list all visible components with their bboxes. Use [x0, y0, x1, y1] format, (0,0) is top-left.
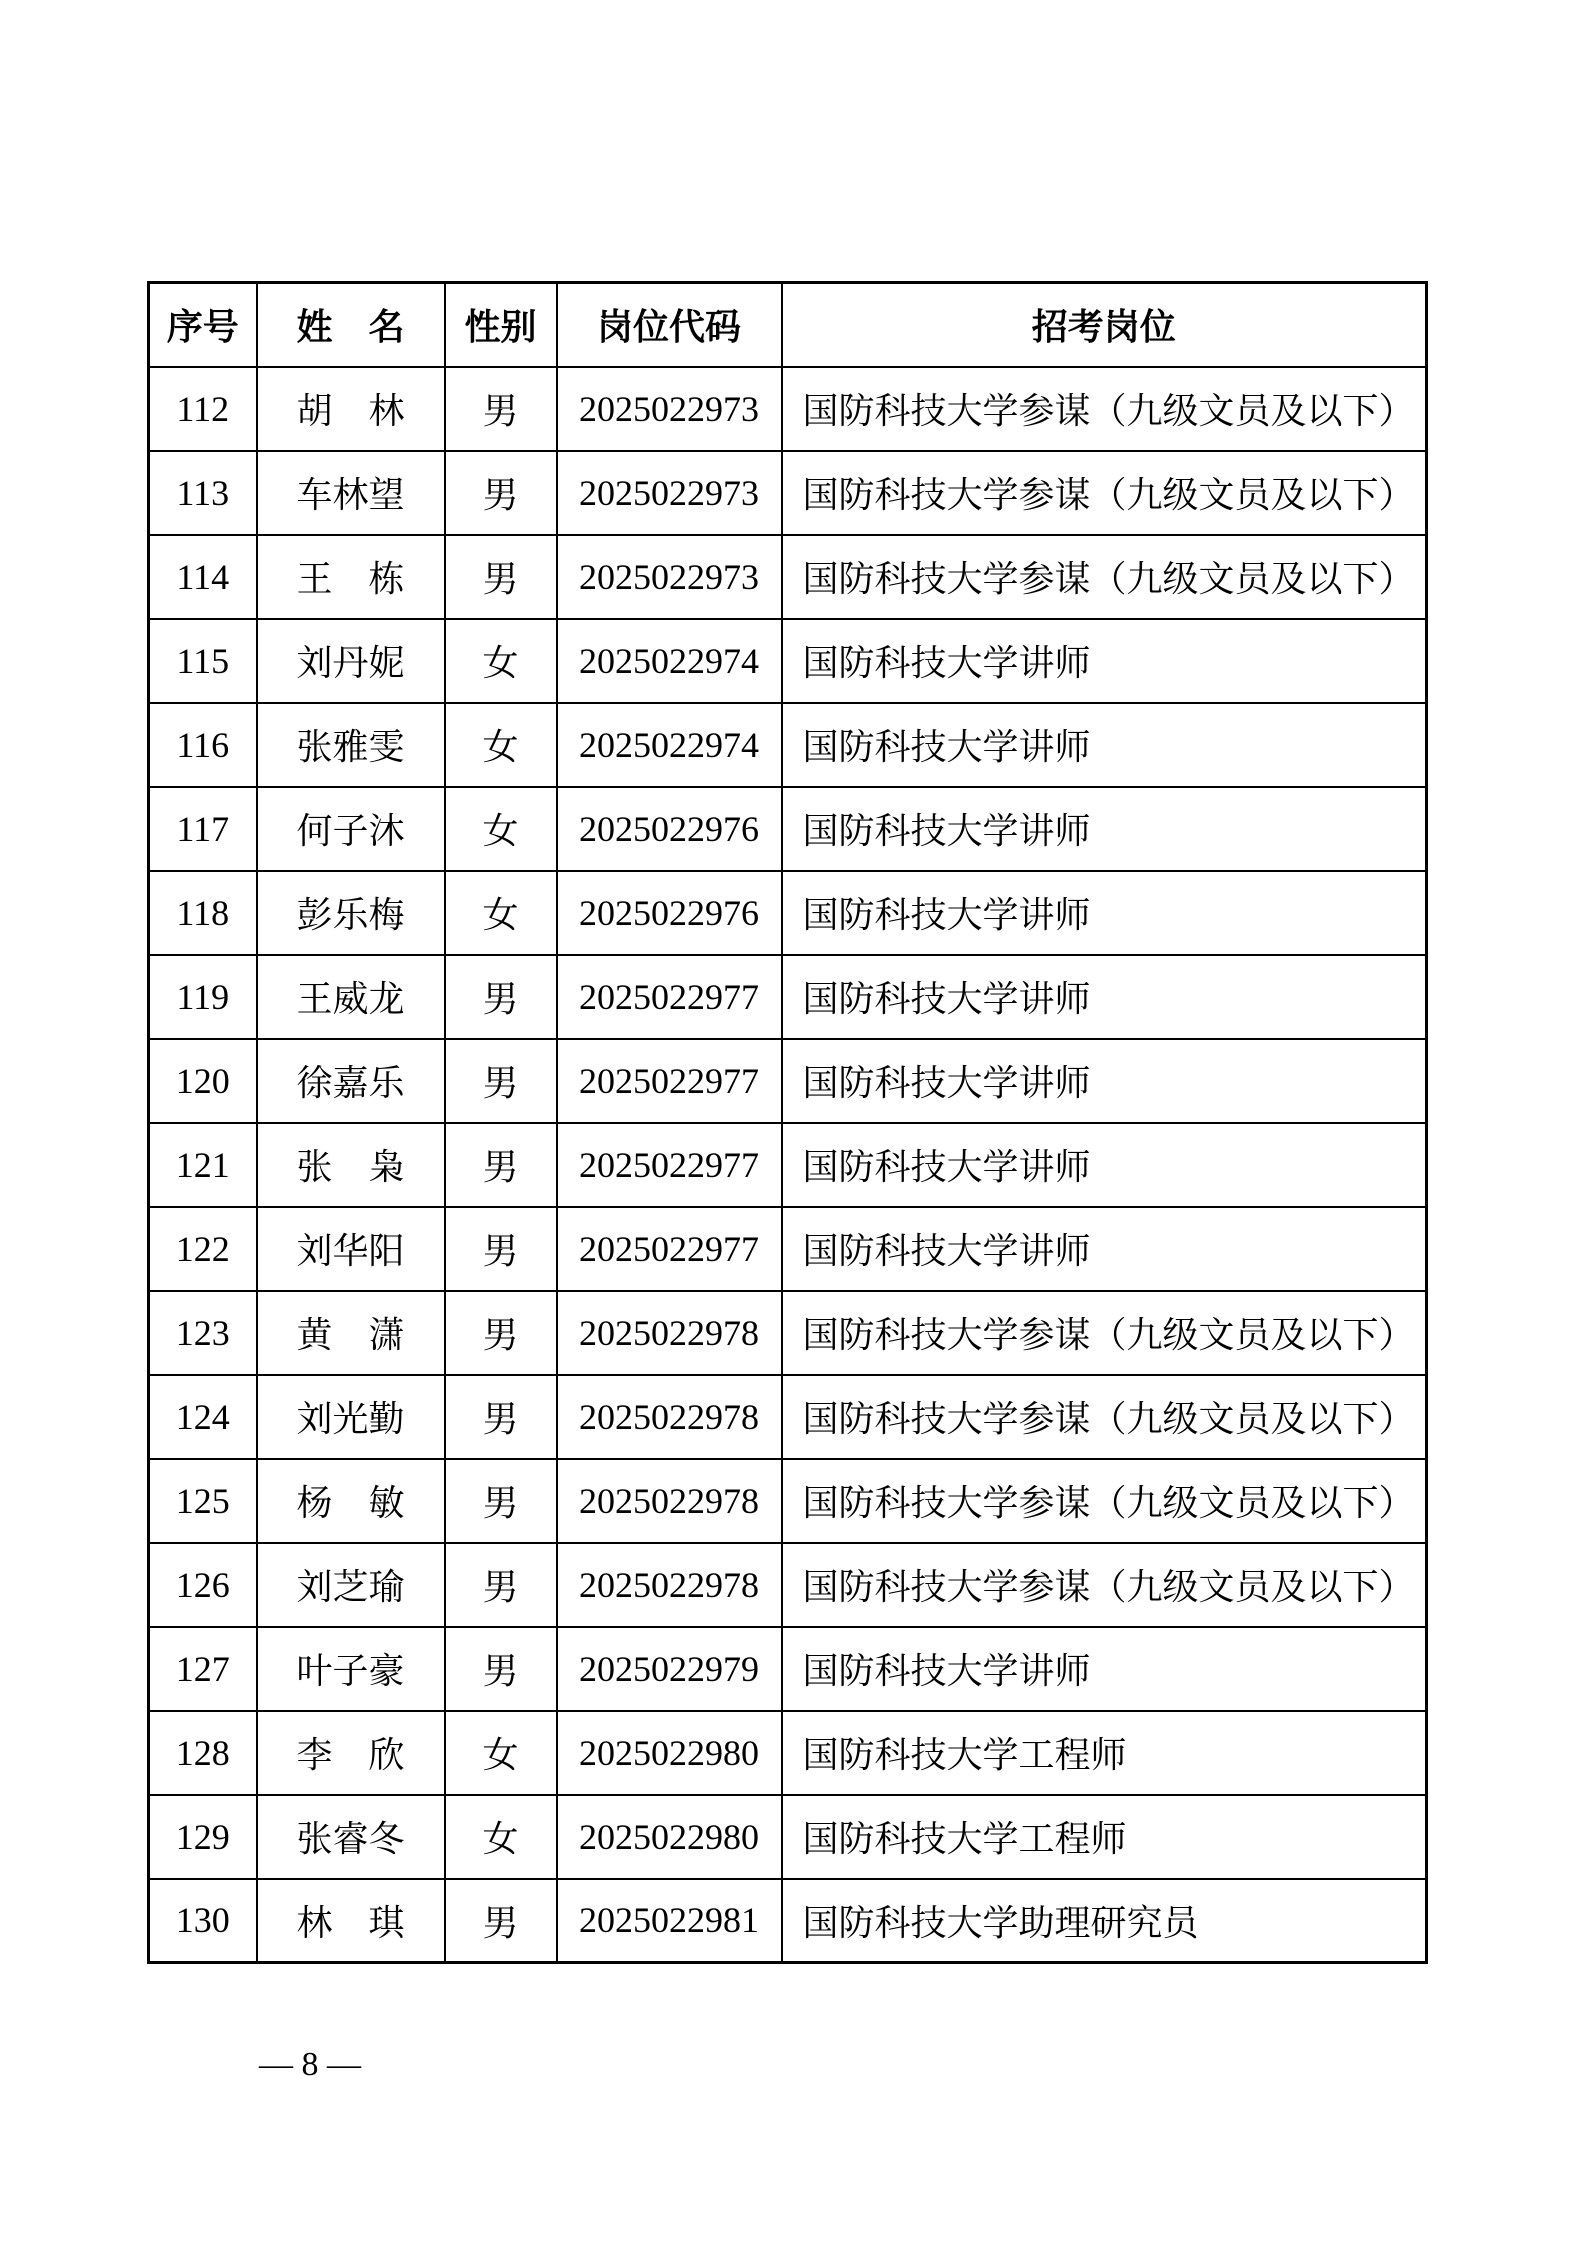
cell-position-code: 2025022977	[557, 1123, 782, 1207]
cell-gender: 女	[445, 703, 557, 787]
cell-recruitment-position: 国防科技大学助理研究员	[782, 1879, 1427, 1963]
cell-serial-number: 118	[149, 871, 257, 955]
cell-position-code: 2025022978	[557, 1291, 782, 1375]
header-recruitment-position: 招考岗位	[782, 283, 1427, 367]
table-row	[149, 1711, 1427, 1795]
cell-recruitment-position: 国防科技大学讲师	[782, 1627, 1427, 1711]
cell-serial-number: 127	[149, 1627, 257, 1711]
cell-recruitment-position: 国防科技大学参谋（九级文员及以下）	[782, 1459, 1427, 1543]
header-serial-number: 序号	[149, 283, 257, 367]
cell-name: 刘芝瑜	[257, 1543, 445, 1627]
header-row	[149, 283, 1427, 367]
table-body	[149, 367, 1427, 1963]
cell-position-code: 2025022980	[557, 1711, 782, 1795]
cell-name: 王 栋	[257, 535, 445, 619]
cell-name: 刘光勤	[257, 1375, 445, 1459]
table-row	[149, 535, 1427, 619]
cell-gender: 男	[445, 1291, 557, 1375]
cell-serial-number: 119	[149, 955, 257, 1039]
table-row	[149, 1291, 1427, 1375]
cell-recruitment-position: 国防科技大学讲师	[782, 1039, 1427, 1123]
cell-recruitment-position: 国防科技大学讲师	[782, 871, 1427, 955]
table-row	[149, 955, 1427, 1039]
cell-name: 何子沐	[257, 787, 445, 871]
cell-position-code: 2025022973	[557, 367, 782, 451]
cell-serial-number: 112	[149, 367, 257, 451]
cell-gender: 男	[445, 1123, 557, 1207]
cell-serial-number: 124	[149, 1375, 257, 1459]
cell-gender: 男	[445, 1459, 557, 1543]
cell-gender: 男	[445, 955, 557, 1039]
cell-gender: 女	[445, 1711, 557, 1795]
table-row	[149, 787, 1427, 871]
cell-position-code: 2025022977	[557, 955, 782, 1039]
cell-gender: 男	[445, 367, 557, 451]
table-row	[149, 1039, 1427, 1123]
cell-name: 李 欣	[257, 1711, 445, 1795]
cell-position-code: 2025022978	[557, 1459, 782, 1543]
cell-recruitment-position: 国防科技大学讲师	[782, 787, 1427, 871]
cell-position-code: 2025022976	[557, 871, 782, 955]
cell-position-code: 2025022978	[557, 1375, 782, 1459]
cell-position-code: 2025022981	[557, 1879, 782, 1963]
cell-name: 张雅雯	[257, 703, 445, 787]
header-gender: 性别	[445, 283, 557, 367]
cell-gender: 男	[445, 1627, 557, 1711]
cell-name: 林 琪	[257, 1879, 445, 1963]
cell-recruitment-position: 国防科技大学讲师	[782, 955, 1427, 1039]
cell-gender: 男	[445, 451, 557, 535]
table-header	[149, 283, 1427, 367]
cell-position-code: 2025022978	[557, 1543, 782, 1627]
cell-serial-number: 113	[149, 451, 257, 535]
cell-recruitment-position: 国防科技大学讲师	[782, 703, 1427, 787]
cell-serial-number: 122	[149, 1207, 257, 1291]
cell-gender: 女	[445, 871, 557, 955]
table-row	[149, 1627, 1427, 1711]
cell-name: 王威龙	[257, 955, 445, 1039]
cell-position-code: 2025022974	[557, 619, 782, 703]
cell-gender: 男	[445, 1879, 557, 1963]
table-row	[149, 703, 1427, 787]
cell-serial-number: 126	[149, 1543, 257, 1627]
table-row	[149, 1459, 1427, 1543]
cell-name: 车林望	[257, 451, 445, 535]
cell-name: 黄 潇	[257, 1291, 445, 1375]
table-row	[149, 871, 1427, 955]
cell-recruitment-position: 国防科技大学参谋（九级文员及以下）	[782, 535, 1427, 619]
cell-name: 张睿冬	[257, 1795, 445, 1879]
cell-recruitment-position: 国防科技大学参谋（九级文员及以下）	[782, 451, 1427, 535]
cell-recruitment-position: 国防科技大学讲师	[782, 619, 1427, 703]
cell-position-code: 2025022974	[557, 703, 782, 787]
cell-name: 张 枭	[257, 1123, 445, 1207]
cell-serial-number: 130	[149, 1879, 257, 1963]
cell-gender: 女	[445, 787, 557, 871]
recruitment-table	[147, 281, 1428, 1964]
table-row	[149, 1123, 1427, 1207]
cell-recruitment-position: 国防科技大学工程师	[782, 1711, 1427, 1795]
cell-gender: 男	[445, 1543, 557, 1627]
table-row	[149, 1543, 1427, 1627]
cell-recruitment-position: 国防科技大学参谋（九级文员及以下）	[782, 367, 1427, 451]
cell-serial-number: 128	[149, 1711, 257, 1795]
cell-recruitment-position: 国防科技大学讲师	[782, 1123, 1427, 1207]
table-row	[149, 1795, 1427, 1879]
cell-serial-number: 120	[149, 1039, 257, 1123]
table-row	[149, 1375, 1427, 1459]
cell-gender: 男	[445, 535, 557, 619]
cell-position-code: 2025022979	[557, 1627, 782, 1711]
cell-gender: 男	[445, 1375, 557, 1459]
cell-serial-number: 129	[149, 1795, 257, 1879]
cell-position-code: 2025022973	[557, 451, 782, 535]
header-position-code: 岗位代码	[557, 283, 782, 367]
table-row	[149, 619, 1427, 703]
page-number: — 8 —	[259, 2046, 361, 2083]
cell-recruitment-position: 国防科技大学参谋（九级文员及以下）	[782, 1375, 1427, 1459]
cell-serial-number: 125	[149, 1459, 257, 1543]
cell-serial-number: 123	[149, 1291, 257, 1375]
cell-position-code: 2025022973	[557, 535, 782, 619]
cell-recruitment-position: 国防科技大学讲师	[782, 1207, 1427, 1291]
cell-recruitment-position: 国防科技大学工程师	[782, 1795, 1427, 1879]
cell-name: 胡 林	[257, 367, 445, 451]
cell-recruitment-position: 国防科技大学参谋（九级文员及以下）	[782, 1291, 1427, 1375]
cell-recruitment-position: 国防科技大学参谋（九级文员及以下）	[782, 1543, 1427, 1627]
cell-serial-number: 121	[149, 1123, 257, 1207]
cell-name: 叶子豪	[257, 1627, 445, 1711]
cell-gender: 女	[445, 619, 557, 703]
table-row	[149, 1879, 1427, 1963]
cell-position-code: 2025022976	[557, 787, 782, 871]
cell-name: 杨 敏	[257, 1459, 445, 1543]
header-name: 姓 名	[257, 283, 445, 367]
cell-position-code: 2025022980	[557, 1795, 782, 1879]
table-row	[149, 1207, 1427, 1291]
cell-serial-number: 114	[149, 535, 257, 619]
cell-gender: 女	[445, 1795, 557, 1879]
cell-gender: 男	[445, 1207, 557, 1291]
cell-gender: 男	[445, 1039, 557, 1123]
cell-position-code: 2025022977	[557, 1207, 782, 1291]
cell-name: 彭乐梅	[257, 871, 445, 955]
cell-serial-number: 115	[149, 619, 257, 703]
cell-serial-number: 117	[149, 787, 257, 871]
cell-position-code: 2025022977	[557, 1039, 782, 1123]
cell-name: 刘华阳	[257, 1207, 445, 1291]
cell-name: 徐嘉乐	[257, 1039, 445, 1123]
cell-serial-number: 116	[149, 703, 257, 787]
cell-name: 刘丹妮	[257, 619, 445, 703]
table-row	[149, 367, 1427, 451]
table-row	[149, 451, 1427, 535]
